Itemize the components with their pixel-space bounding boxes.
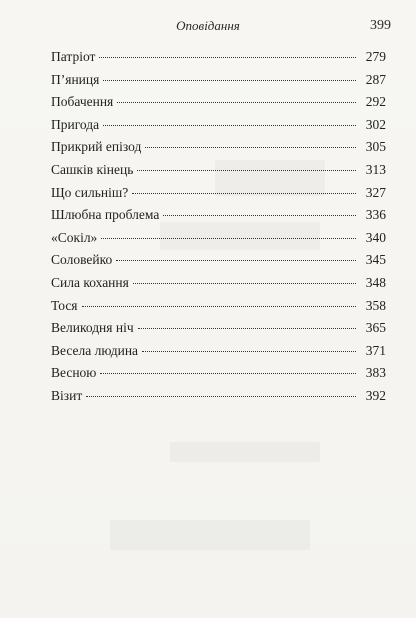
toc-entry — [51, 249, 386, 272]
dot-leader — [101, 238, 356, 239]
dot-leader — [99, 57, 356, 58]
toc-entry — [51, 362, 386, 385]
toc-entry-title: Весела людина — [51, 342, 139, 358]
toc-entry — [51, 340, 386, 363]
toc-entry-title: «Сокіл» — [51, 229, 98, 245]
toc-entry — [51, 204, 386, 227]
toc-entry-title: Що сильніш? — [51, 184, 129, 200]
dot-leader — [103, 125, 356, 126]
toc-entry — [51, 69, 386, 92]
toc-entry-page: 345 — [365, 252, 386, 268]
toc-entry-page: 392 — [365, 387, 386, 403]
toc-entry-title: Прикрий епізод — [51, 139, 142, 155]
toc-entry-title: Тося — [51, 297, 78, 313]
toc-entry-title: Великодня ніч — [51, 320, 134, 336]
dot-leader — [103, 80, 356, 81]
toc-entry-page: 313 — [365, 161, 386, 177]
toc-entry-page: 365 — [365, 320, 386, 336]
table-of-contents — [51, 46, 386, 408]
toc-entry-page: 336 — [365, 207, 386, 223]
toc-entry — [51, 91, 386, 114]
dot-leader — [100, 373, 356, 374]
toc-entry — [51, 295, 386, 318]
toc-entry — [51, 46, 386, 69]
toc-entry-page: 371 — [365, 342, 386, 358]
toc-entry-page: 358 — [365, 297, 386, 313]
dot-leader — [82, 306, 356, 307]
page-number: 399 — [370, 18, 391, 33]
toc-entry-title: Сашків кінець — [51, 161, 134, 177]
page-header — [0, 16, 416, 36]
toc-entry — [51, 385, 386, 408]
dot-leader — [117, 102, 356, 103]
toc-entry-page: 348 — [365, 274, 386, 290]
toc-entry-page: 287 — [365, 71, 386, 87]
toc-entry — [51, 272, 386, 295]
toc-entry-title: Шлюбна проблема — [51, 207, 160, 223]
toc-entry — [51, 182, 386, 205]
show-through-mark — [110, 520, 310, 550]
toc-entry-title: Візит — [51, 387, 83, 403]
running-title: Оповідання — [176, 18, 240, 33]
toc-entry-page: 279 — [365, 49, 386, 64]
dot-leader — [116, 260, 356, 261]
dot-leader — [133, 283, 356, 284]
toc-entry-page: 302 — [365, 116, 386, 132]
toc-entry-title: Побачення — [51, 94, 114, 110]
toc-entry-title: Пригода — [51, 116, 100, 132]
toc-entry — [51, 227, 386, 250]
toc-entry-title: П’яниця — [51, 71, 100, 87]
toc-entry — [51, 317, 386, 340]
toc-entry-page: 327 — [365, 184, 386, 200]
toc-entry-page: 340 — [365, 229, 386, 245]
dot-leader — [86, 396, 356, 397]
dot-leader — [138, 328, 356, 329]
toc-entry-page: 305 — [365, 139, 386, 155]
show-through-mark — [170, 442, 320, 462]
toc-entry-page: 292 — [365, 94, 386, 110]
toc-entry — [51, 114, 386, 137]
dot-leader — [163, 215, 356, 216]
dot-leader — [137, 170, 356, 171]
toc-entry — [51, 159, 386, 182]
toc-entry-title: Весною — [51, 365, 97, 381]
toc-entry-title: Сила кохання — [51, 274, 129, 290]
toc-entry-page: 383 — [365, 365, 386, 381]
toc-entry-title: Патріот — [51, 49, 96, 64]
dot-leader — [132, 193, 356, 194]
dot-leader — [142, 351, 356, 352]
dot-leader — [145, 147, 356, 148]
toc-entry-title: Соловейко — [51, 252, 113, 268]
toc-entry — [51, 136, 386, 159]
